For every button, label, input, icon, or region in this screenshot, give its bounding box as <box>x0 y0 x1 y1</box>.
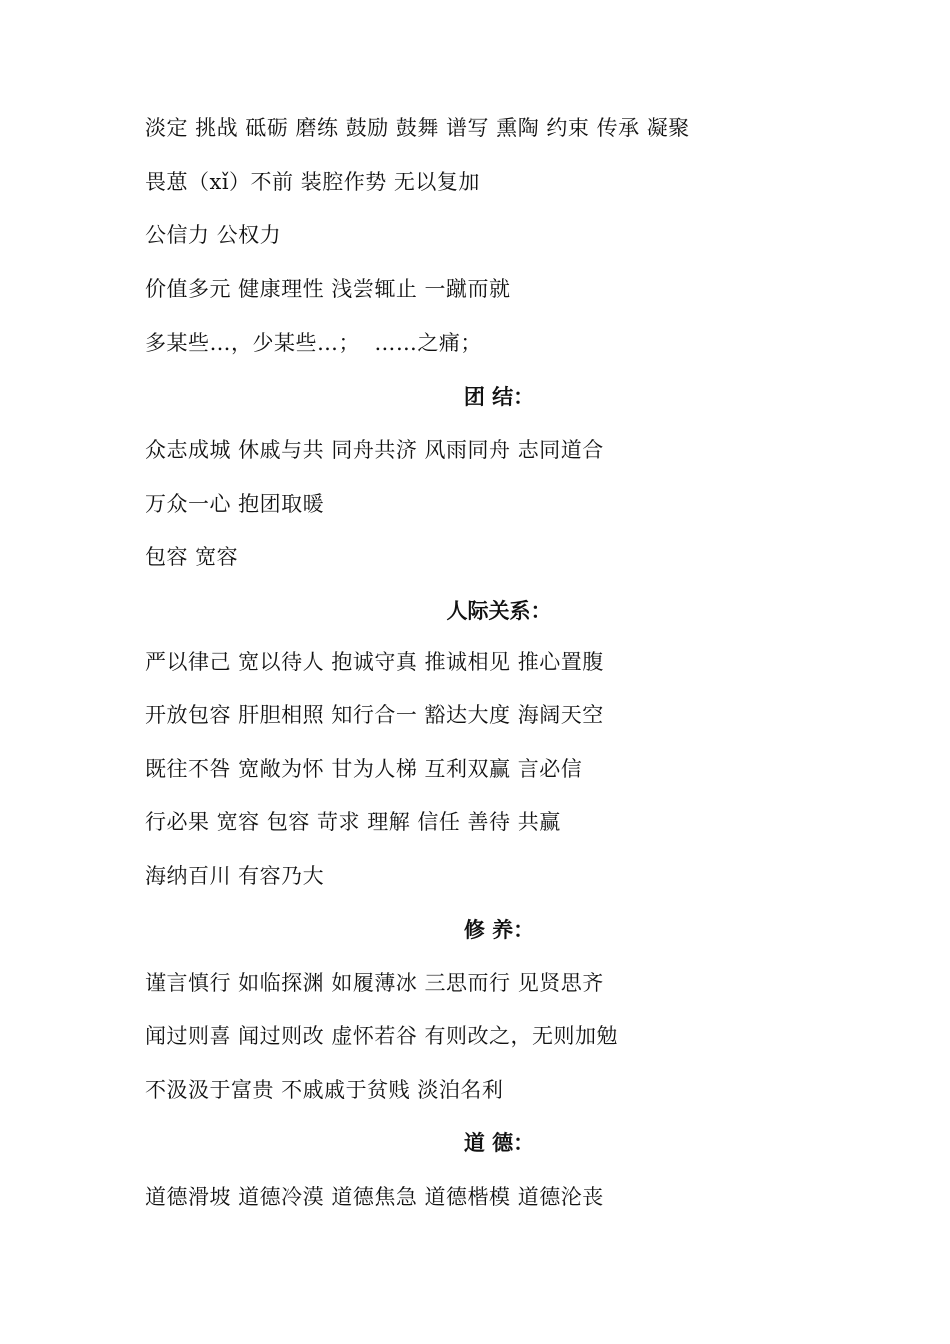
text-line: 不汲汲于富贵 不戚戚于贫贱 淡泊名利 <box>145 1078 504 1102</box>
text-line: 海纳百川 有容乃大 <box>145 864 325 888</box>
text-line: 畏葸（xǐ）不前 装腔作势 无以复加 <box>145 170 480 194</box>
text-line: 开放包容 肝胆相照 知行合一 豁达大度 海阔天空 <box>145 703 604 727</box>
text-line: 道德滑坡 道德冷漠 道德焦急 道德楷模 道德沦丧 <box>145 1185 604 1209</box>
text-line: 万众一心 抱团取暖 <box>145 492 325 516</box>
section-heading-unity: 团 结： <box>463 384 535 409</box>
text-line: 公信力 公权力 <box>145 223 282 247</box>
text-line: 既往不咎 宽敞为怀 甘为人梯 互利双赢 言必信 <box>145 757 583 781</box>
section-heading-relations: 人际关系： <box>446 598 552 623</box>
section-heading-morality: 道 德： <box>463 1130 535 1155</box>
text-line: 多某些…，少某些…； ……之痛； <box>145 331 482 355</box>
text-line: 行必果 宽容 包容 苛求 理解 信任 善待 共赢 <box>145 810 561 834</box>
text-line: 包容 宽容 <box>145 545 239 569</box>
text-line: 价值多元 健康理性 浅尝辄止 一蹴而就 <box>145 277 511 301</box>
text-line: 闻过则喜 闻过则改 虚怀若谷 有则改之，无则加勉 <box>145 1024 619 1048</box>
section-heading-cultivation: 修 养： <box>463 917 535 942</box>
text-line: 淡定 挑战 砥砺 磨练 鼓励 鼓舞 谱写 熏陶 约束 传承 凝聚 <box>145 116 690 140</box>
text-line: 众志成城 休戚与共 同舟共济 风雨同舟 志同道合 <box>145 438 604 462</box>
text-line: 谨言慎行 如临探渊 如履薄冰 三思而行 见贤思齐 <box>145 971 604 995</box>
text-line: 严以律己 宽以待人 抱诚守真 推诚相见 推心置腹 <box>145 650 604 674</box>
